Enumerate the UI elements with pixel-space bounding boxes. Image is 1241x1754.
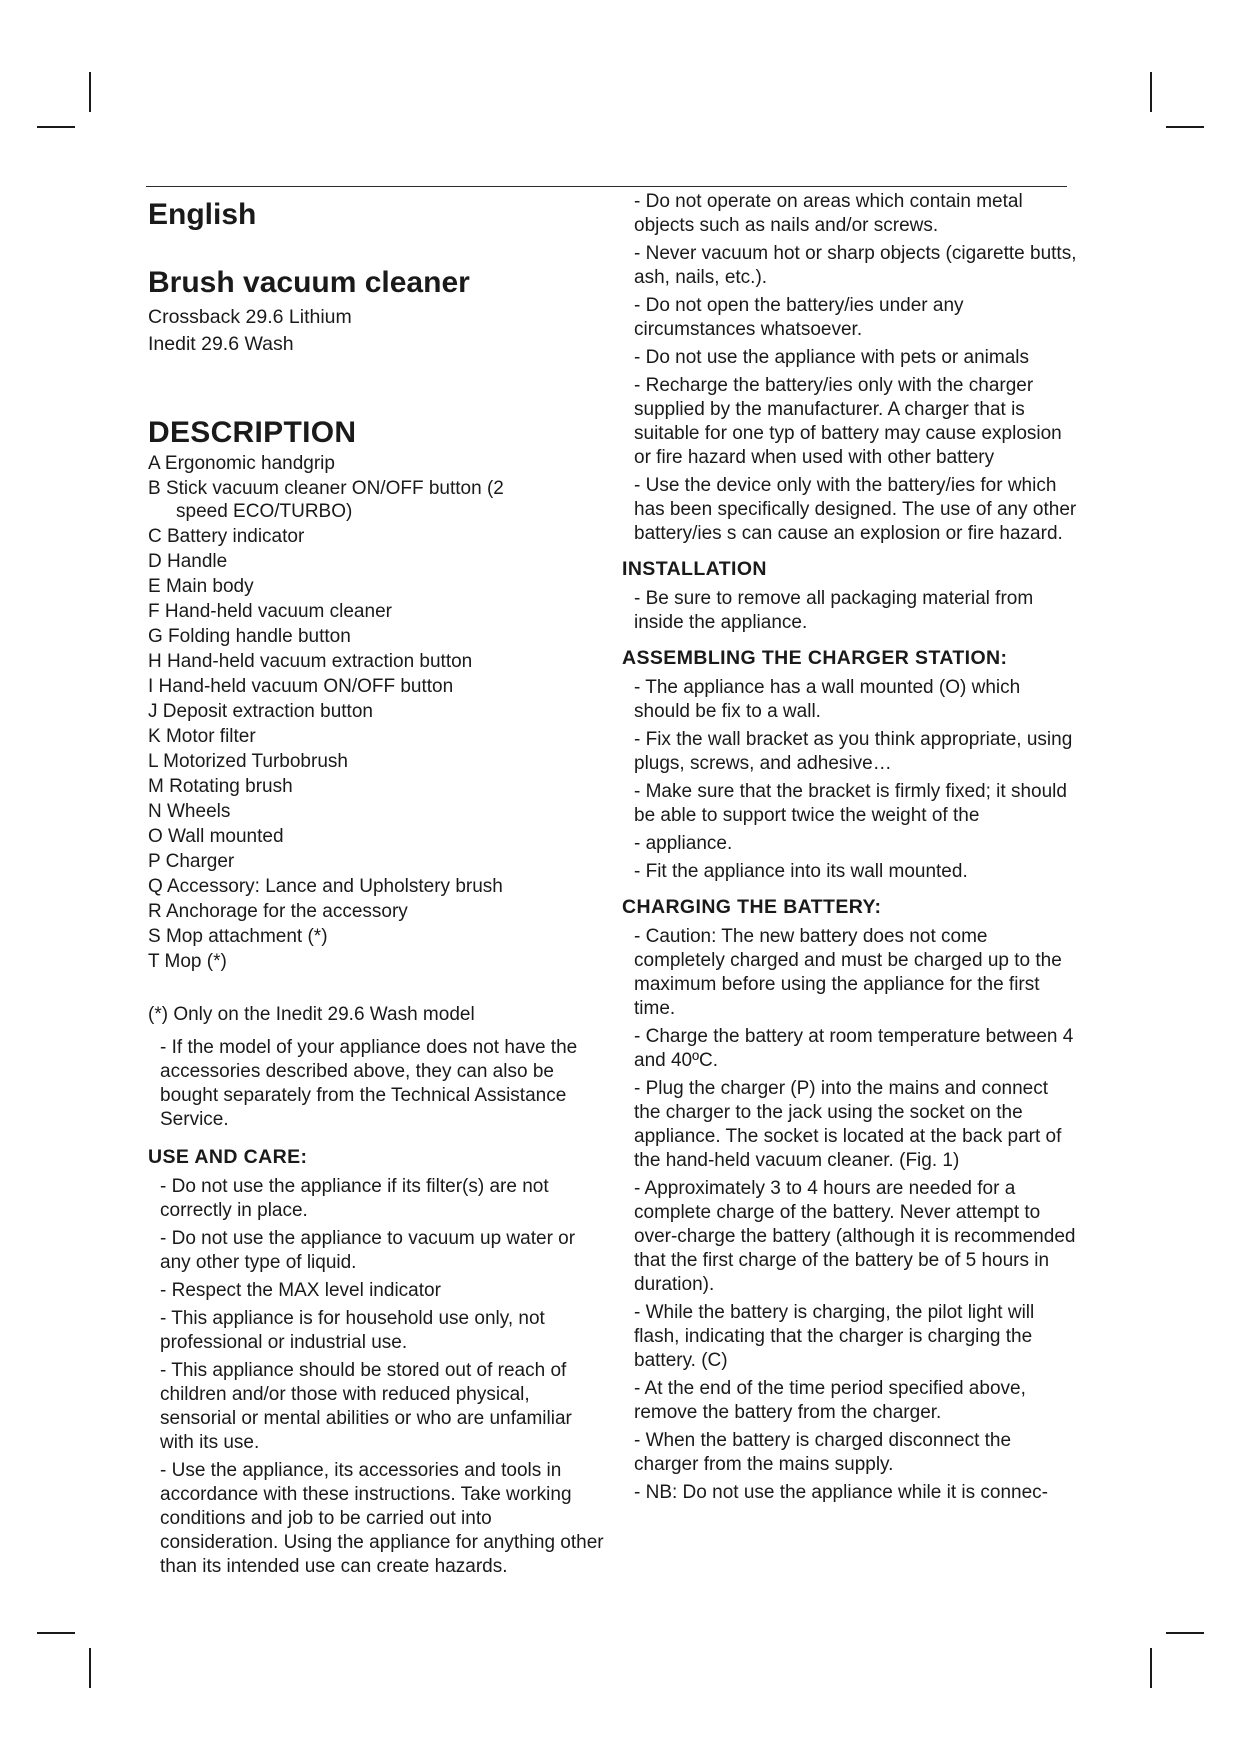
charging-item: - When the battery is charged disconnect the charger from the mains supply. [634,1430,1012,1475]
use-and-care-item: - Never vacuum hot or sharp objects (cigarette butts, ash, nails, etc.). [634,243,1077,288]
description-item [148,750,610,773]
description-list [148,452,610,973]
description-item [148,850,610,873]
charger-station-list [622,676,1077,884]
description-item [148,875,610,898]
charger-station-heading: ASSEMBLING THE CHARGER STATION: [622,647,1008,669]
description-item-text: E Main body [148,576,254,597]
charger-station-item: - The appliance has a wall mounted (O) which should be fix to a wall. [634,677,1021,722]
charging-item: - While the battery is charging, the pilot light will flash, indicating that the charger is charging the battery. (C) [634,1302,1035,1371]
description-item-text: C Battery indicator [148,526,305,547]
description-heading: DESCRIPTION [148,416,357,449]
description-item-text: A Ergonomic handgrip [148,453,335,474]
use-and-care-list-continued [622,190,1077,546]
description-item-text: S Mop attachment (*) [148,926,328,947]
description-item [148,525,610,548]
crop-mark [37,1632,75,1634]
description-item [148,775,610,798]
crop-mark [1150,72,1152,112]
description-item [148,477,610,523]
description-item [148,575,610,598]
crop-mark [89,72,91,112]
charging-heading: CHARGING THE BATTERY: [622,896,882,918]
description-item-text: R Anchorage for the accessory [148,901,408,922]
description-item [148,825,610,848]
charging-item: - Charge the battery at room temperature between 4 and 40ºC. [634,1026,1074,1071]
use-and-care-item: - Do not operate on areas which contain metal objects such as nails and/or screws. [634,191,1023,236]
description-item [148,925,610,948]
crop-mark [37,126,75,128]
description-item [148,452,610,475]
accessories-note: - If the model of your appliance does not have the accessories described above, they can also be bought separately from the Technical Assistance Service. [160,1037,578,1130]
description-item-text: B Stick vacuum cleaner ON/OFF button (2 [148,478,504,499]
use-and-care-heading: USE AND CARE: [148,1146,308,1168]
description-item-text: L Motorized Turbobrush [148,751,348,772]
use-and-care-item: - This appliance should be stored out of reach of children and/or those with reduced physical, sensorial or mental abilities or who are unfamiliar with its use. [160,1360,572,1453]
description-item [148,950,610,973]
description-item [148,700,610,723]
description-item-continuation: speed ECO/TURBO) [176,501,353,522]
description-item [148,550,610,573]
description-item-text: T Mop (*) [148,951,227,972]
description-item-text: N Wheels [148,801,231,822]
use-and-care-item: - Do not use the appliance if its filter(s) are not correctly in place. [160,1176,549,1221]
header-rule [146,186,1067,187]
charging-list [622,925,1077,1505]
charger-station-item: - Make sure that the bracket is firmly fixed; it should be able to support twice the weight of the [634,781,1067,826]
crop-mark [1166,1632,1204,1634]
charger-station-item: - Fit the appliance into its wall mounted. [634,861,968,882]
description-item [148,900,610,923]
left-column [148,190,610,1583]
crop-mark [1166,126,1204,128]
description-item [148,625,610,648]
charging-item: - Plug the charger (P) into the mains and connect the charger to the jack using the socket on the appliance. The socket is located at the back part of the hand-held vacuum cleaner. (Fig. 1) [634,1078,1062,1171]
description-item-text: Q Accessory: Lance and Upholstery brush [148,876,503,897]
description-item-text: O Wall mounted [148,826,284,847]
description-item-text: H Hand-held vacuum extraction button [148,651,473,672]
model-name: Crossback 29.6 Lithium [148,306,352,328]
description-item [148,725,610,748]
use-and-care-item: - Respect the MAX level indicator [160,1280,441,1301]
description-item-text: I Hand-held vacuum ON/OFF button [148,676,454,697]
use-and-care-list [148,1175,610,1579]
charging-item: - At the end of the time period specified above, remove the battery from the charger. [634,1378,1026,1423]
use-and-care-item: - This appliance is for household use only, not professional or industrial use. [160,1308,545,1353]
product-title: Brush vacuum cleaner [148,266,470,299]
charging-item: - NB: Do not use the appliance while it is connec- [634,1482,1048,1503]
description-item-text: G Folding handle button [148,626,351,647]
use-and-care-item: - Recharge the battery/ies only with the charger supplied by the manufacturer. A charger that is suitable for one typ of battery may cause explosion or fire hazard when used with other battery [634,375,1062,468]
description-item-text: J Deposit extraction button [148,701,373,722]
description-item [148,675,610,698]
description-item [148,600,610,623]
footnote: (*) Only on the Inedit 29.6 Wash model [148,1004,475,1025]
use-and-care-item: - Use the device only with the battery/ies for which has been specifically designed. The use of any other battery/ies s can cause an explosion or fire hazard. [634,475,1077,544]
description-item-text: F Hand-held vacuum cleaner [148,601,392,622]
crop-mark [1150,1648,1152,1688]
description-item [148,800,610,823]
description-item-text: K Motor filter [148,726,256,747]
charging-item: - Approximately 3 to 4 hours are needed for a complete charge of the battery. Never attempt to over-charge the battery (although it is recommended that the first charge of the battery be of 5 hours in duration). [634,1178,1076,1295]
description-item-text: D Handle [148,551,228,572]
charger-station-item: - appliance. [634,833,733,854]
use-and-care-item: - Use the appliance, its accessories and tools in accordance with these instructions. Take working conditions and job to be carried out into consideration. Using the appliance for anything other than its intended use can create hazards. [160,1460,604,1577]
installation-heading: INSTALLATION [622,558,767,580]
description-item-text: P Charger [148,851,235,872]
crop-mark [89,1648,91,1688]
use-and-care-item: - Do not use the appliance with pets or animals [634,347,1029,368]
charger-station-item: - Fix the wall bracket as you think appropriate, using plugs, screws, and adhesive… [634,729,1073,774]
language-heading: English [148,198,257,231]
use-and-care-item: - Do not use the appliance to vacuum up water or any other type of liquid. [160,1228,576,1273]
description-item [148,650,610,673]
installation-list [622,587,1077,635]
installation-item: - Be sure to remove all packaging material from inside the appliance. [634,588,1034,633]
charging-item: - Caution: The new battery does not come completely charged and must be charged up to the maximum before using the appliance for the first time. [634,926,1062,1019]
right-column [622,190,1077,1509]
description-item-text: M Rotating brush [148,776,293,797]
model-name: Inedit 29.6 Wash [148,333,294,355]
use-and-care-item: - Do not open the battery/ies under any circumstances whatsoever. [634,295,964,340]
